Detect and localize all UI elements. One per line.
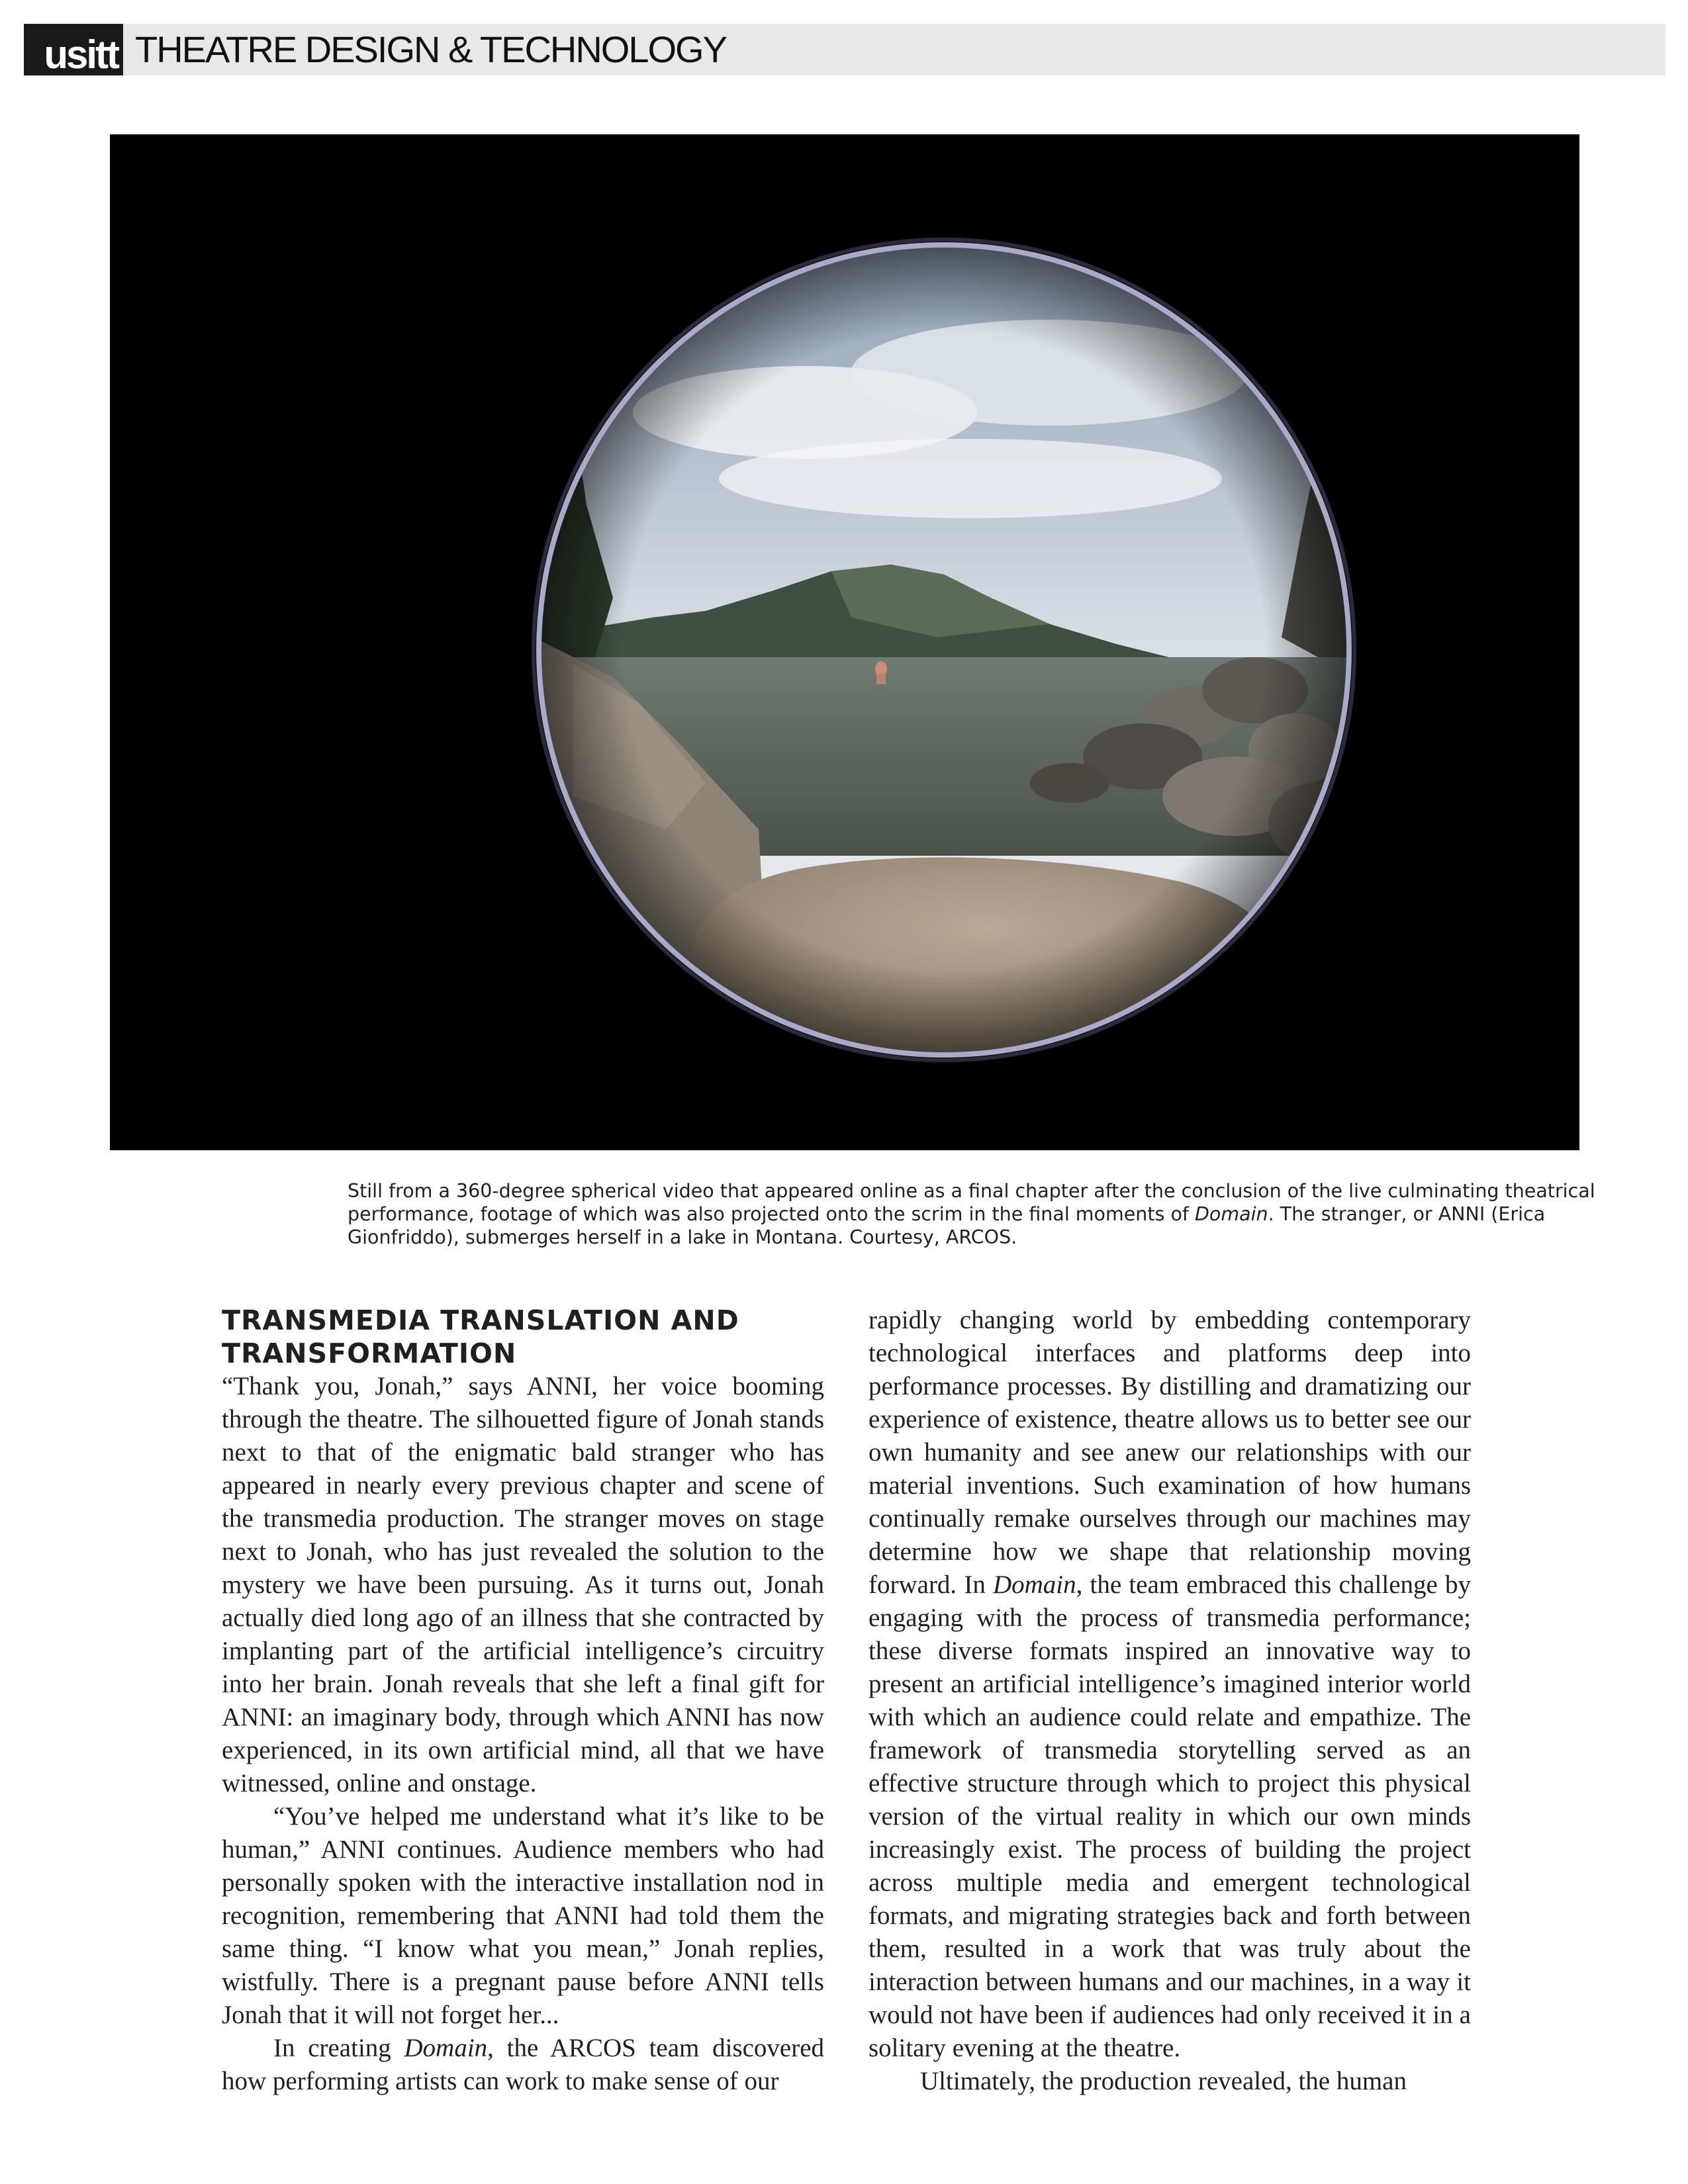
publication-title: THEATRE DESIGN & TECHNOLOGY (135, 28, 726, 70)
paragraph-2: “You’ve helped me understand what it’s like to be human,” ANNI continues. Audience members who had personally spoken with the interactive installation nod in recognition, remembering that ANNI had told them the same thing. “I know what you mean,” Jonah replies, wistfully. There is a pregnant pause before ANNI tells Jonah that it will not forget her... (222, 1802, 824, 2029)
usitt-logo: usitt (24, 24, 123, 75)
paragraph-4: rapidly changing world by embedding contemporary technological interfaces and platforms deep into performance processes. By distilling and dramatizing our experience of existence, theatre allows us to better see our own humanity and see anew our relationships with our material inventions. Such examination of how humans continually remake ourselves through our machines may determine how we shape that relationship moving forward. In Domain, the team embraced this challenge by engaging with the process of transmedia performance; these diverse formats inspired an innovative way to present an artificial intelligence’s imagined interior world with which an audience could relate and empathize. The framework of transmedia storytelling served as an effective structure through which to project this physical version of the virtual reality in which our own minds increasingly exist. The process of building the project across multiple media and emergent technological formats, and migrating strategies back and forth between them, resulted in a work that was truly about the interaction between humans and our machines, in a way it would not have been if audiences had only received it in a solitary evening at the theatre. (868, 1306, 1471, 2062)
section-heading: TRANSMEDIA TRANSLATION AND TRANSFORMATION (222, 1304, 739, 1369)
publication-header (24, 24, 1665, 75)
article-column-left (222, 1304, 824, 2098)
paragraph-1: “Thank you, Jonah,” says ANNI, her voice booming through the theatre. The silhouetted figure of Jonah stands next to that of the enigmatic bald stranger who has appeared in nearly every previous chapter and scene of the transmedia production. The stranger moves on stage next to Jonah, who has just revealed the solution to the mystery we have been pursuing. As it turns out, Jonah actually died long ago of an illness that she contracted by implanting part of the artificial intelligence’s circuitry into her brain. Jonah reveals that she left a final gift for ANNI: an imaginary body, through which ANNI has now experienced, in its own artificial mind, all that we have witnessed, online and onstage. (222, 1372, 824, 1797)
fisheye-lake-photo (110, 134, 1579, 1150)
paragraph-3: In creating Domain, the ARCOS team discovered how performing artists can work to make sense of our (222, 2034, 825, 2095)
photo-caption: Still from a 360-degree spherical video that appeared online as a final chapter after the conclusion of the live culminating theatrical performance, footage of which was also projected onto the scrim in the final moments of Domain. The stranger, or ANNI (Erica Gionfriddo), submerges herself in a lake in Montana. Courtesy, ARCOS. (348, 1180, 1595, 1248)
fisheye-lake-image (110, 134, 1579, 1150)
article-column-right (868, 1304, 1471, 2098)
paragraph-5: Ultimately, the production revealed, the human (920, 2067, 1407, 2095)
